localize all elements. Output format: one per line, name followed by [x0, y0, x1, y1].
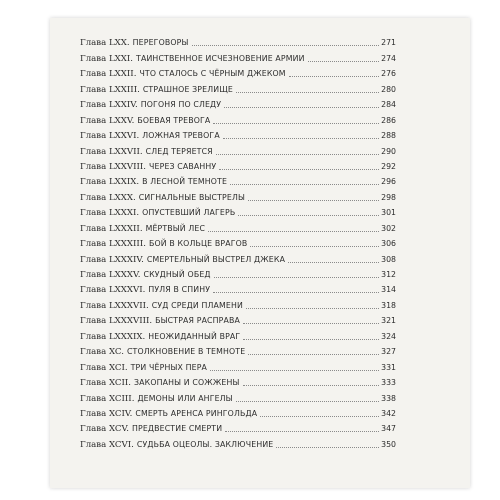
- dot-leader: [208, 231, 379, 232]
- chapter-title: НЕОЖИДАННЫЙ ВРАГ: [148, 331, 241, 341]
- toc-entry: [80, 33, 396, 48]
- toc-entry: [80, 79, 396, 94]
- page-number: 280: [381, 84, 396, 94]
- chapter-title: ОПУСТЕВШИЙ ЛАГЕРЬ: [142, 208, 236, 218]
- dot-leader: [246, 308, 379, 309]
- chapter-label: Глава LXXII.: [80, 69, 137, 80]
- toc-entry: [80, 280, 396, 295]
- chapter-title: СМЕРТЬ АРЕНСА РИНГОЛЬДА: [135, 408, 258, 418]
- page-number: 276: [381, 69, 396, 79]
- chapter-title: СЛЕД ТЕРЯЕТСЯ: [145, 146, 213, 156]
- chapter-title: ПОГОНЯ ПО СЛЕДУ: [140, 100, 222, 110]
- toc-entry: [80, 64, 396, 79]
- chapter-title: ТАИНСТВЕННОЕ ИСЧЕЗНОВЕНИЕ АРМИИ: [136, 53, 305, 63]
- dot-leader: [248, 354, 379, 355]
- page-number: 321: [381, 316, 396, 326]
- toc-entry: [80, 295, 396, 310]
- page-number: 312: [381, 270, 396, 279]
- toc-entry: [80, 404, 396, 419]
- chapter-label: Глава LXXXII.: [80, 223, 143, 234]
- page-number: 288: [381, 131, 396, 141]
- toc-entry: [80, 419, 396, 434]
- toc-entry: [80, 172, 396, 187]
- chapter-label: Глава LXXXI.: [80, 208, 140, 219]
- page-number: 347: [381, 424, 396, 434]
- toc-entry: [80, 157, 396, 172]
- dot-leader: [214, 277, 379, 278]
- dot-leader: [223, 138, 379, 139]
- dot-leader: [260, 416, 379, 417]
- page-number: 338: [381, 393, 396, 403]
- chapter-label: Глава LXXXVIII.: [80, 316, 153, 327]
- page-number: 286: [381, 115, 396, 125]
- toc-entry: [80, 265, 396, 280]
- chapter-title: ТРИ ЧЁРНЫХ ПЕРА: [130, 362, 208, 372]
- page-number: 308: [381, 254, 396, 264]
- dot-leader: [243, 385, 380, 386]
- page-number: 298: [381, 192, 396, 202]
- toc-entry: [80, 187, 396, 202]
- chapter-label: Глава XC.: [80, 347, 124, 358]
- chapter-label: Глава LXXX.: [80, 192, 136, 203]
- dot-leader: [224, 107, 379, 108]
- chapter-title: ДЕМОНЫ ИЛИ АНГЕЛЫ: [137, 393, 233, 403]
- toc-entry: [80, 373, 396, 388]
- toc-entry: [80, 311, 396, 326]
- dot-leader: [289, 76, 379, 77]
- chapter-label: Глава XCI.: [80, 362, 128, 373]
- toc-entry: [80, 203, 396, 218]
- chapter-label: Глава LXXI.: [80, 53, 134, 64]
- toc-entry: [80, 126, 396, 141]
- chapter-label: Глава XCVI.: [80, 439, 134, 450]
- chapter-label: Глава LXXXIX.: [80, 331, 146, 342]
- dot-leader: [238, 215, 379, 216]
- page-number: 274: [381, 53, 396, 63]
- toc-entry: [80, 95, 396, 110]
- toc-entry: [80, 342, 396, 357]
- page-number: 292: [381, 161, 396, 171]
- page-number: 318: [381, 300, 396, 310]
- chapter-title: ПРЕДВЕСТИЕ СМЕРТИ: [131, 424, 223, 434]
- chapter-label: Глава LXXVII.: [80, 146, 143, 157]
- dot-leader: [276, 447, 379, 448]
- dot-leader: [192, 45, 380, 46]
- toc-entry: [80, 218, 396, 233]
- toc-entry: [80, 434, 396, 449]
- dot-leader: [210, 370, 379, 371]
- page-number: 271: [381, 38, 396, 48]
- chapter-label: Глава LXXXV.: [80, 270, 141, 280]
- table-of-contents: [80, 33, 396, 450]
- toc-entry: [80, 388, 396, 403]
- toc-entry: [80, 110, 396, 125]
- chapter-title: СИГНАЛЬНЫЕ ВЫСТРЕЛЫ: [138, 192, 246, 202]
- page-number: 296: [381, 177, 396, 187]
- chapter-title: БОЙ В КОЛЬЦЕ ВРАГОВ: [148, 239, 248, 249]
- page-number: 327: [381, 347, 396, 357]
- page-number: 306: [381, 239, 396, 249]
- dot-leader: [243, 323, 379, 324]
- toc-entry: [80, 249, 396, 264]
- chapter-label: Глава XCIV.: [80, 408, 133, 419]
- page-number: 302: [381, 223, 396, 233]
- dot-leader: [243, 339, 379, 340]
- dot-leader: [219, 169, 379, 170]
- chapter-label: Глава LXXXVI.: [80, 285, 146, 296]
- toc-entry: [80, 357, 396, 372]
- chapter-title: СУД СРЕДИ ПЛАМЕНИ: [151, 300, 243, 310]
- toc-entry: [80, 48, 396, 63]
- toc-entry: [80, 326, 396, 341]
- chapter-title: СМЕРТЕЛЬНЫЙ ВЫСТРЕЛ ДЖЕКА: [146, 254, 286, 264]
- chapter-title: ЗАКОПАНЫ И СОЖЖЕНЫ: [134, 378, 240, 388]
- dot-leader: [308, 61, 380, 62]
- page-number: 324: [381, 331, 396, 341]
- page-number: 314: [381, 285, 396, 295]
- chapter-title: БОЕВАЯ ТРЕВОГА: [137, 115, 211, 125]
- chapter-title: ПУЛЯ В СПИНУ: [148, 285, 211, 295]
- chapter-label: Глава LXXIV.: [80, 100, 138, 111]
- page-number: 284: [381, 100, 396, 110]
- chapter-title: СТРАШНОЕ ЗРЕЛИЩЕ: [142, 84, 233, 94]
- page-number: 301: [381, 208, 396, 218]
- page-number: 350: [381, 439, 396, 449]
- chapter-title: МЁРТВЫЙ ЛЕС: [145, 223, 206, 233]
- dot-leader: [213, 292, 379, 293]
- chapter-label: Глава LXXIX.: [80, 177, 140, 188]
- chapter-title: ЧТО СТАЛОСЬ С ЧЁРНЫМ ДЖЕКОМ: [139, 69, 286, 79]
- dot-leader: [230, 184, 379, 185]
- dot-leader: [288, 262, 379, 263]
- dot-leader: [213, 123, 379, 124]
- chapter-label: Глава XCIII.: [80, 393, 135, 404]
- chapter-label: Глава LXXV.: [80, 115, 135, 126]
- chapter-title: БЫСТРАЯ РАСПРАВА: [155, 316, 240, 326]
- page-number: 342: [381, 408, 396, 418]
- chapter-title: ЧЕРЕЗ САВАННУ: [149, 161, 217, 171]
- chapter-label: Глава LXX.: [80, 38, 130, 49]
- toc-entry: [80, 234, 396, 249]
- chapter-label: Глава LXXIII.: [80, 84, 140, 95]
- chapter-title: ПЕРЕГОВОРЫ: [132, 38, 189, 48]
- chapter-label: Глава XCV.: [80, 424, 129, 435]
- toc-entry: [80, 141, 396, 156]
- chapter-title: СУДЬБА ОЦЕОЛЫ. ЗАКЛЮЧЕНИЕ: [136, 439, 274, 449]
- page-number: 290: [381, 146, 396, 156]
- page-number: 331: [381, 362, 396, 372]
- page-number: 333: [381, 378, 396, 388]
- chapter-title: ЛОЖНАЯ ТРЕВОГА: [142, 131, 220, 141]
- dot-leader: [236, 92, 379, 93]
- chapter-title: СКУДНЫЙ ОБЕД: [143, 270, 211, 279]
- chapter-title: В ЛЕСНОЙ ТЕМНОТЕ: [142, 177, 228, 187]
- dot-leader: [250, 246, 379, 247]
- dot-leader: [236, 401, 379, 402]
- chapter-title: СТОЛКНОВЕНИЕ В ТЕМНОТЕ: [126, 347, 246, 357]
- dot-leader: [225, 431, 379, 432]
- chapter-label: Глава LXXXIII.: [80, 239, 146, 250]
- chapter-label: Глава XCII.: [80, 378, 132, 389]
- chapter-label: Глава LXXXVII.: [80, 300, 149, 311]
- chapter-label: Глава LXXXIV.: [80, 254, 144, 265]
- chapter-label: Глава LXXVIII.: [80, 161, 147, 172]
- chapter-label: Глава LXXVI.: [80, 131, 140, 142]
- dot-leader: [216, 154, 379, 155]
- dot-leader: [248, 200, 379, 201]
